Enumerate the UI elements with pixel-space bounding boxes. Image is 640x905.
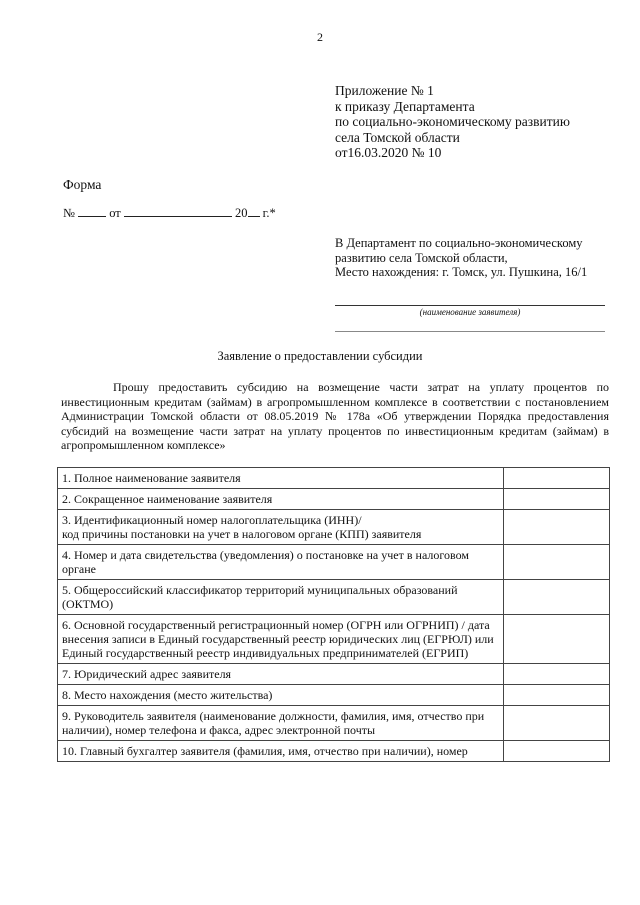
appendix-block: [335, 83, 570, 161]
addressee-line: Место нахождения: г. Томск, ул. Пушкина, 16/1: [335, 265, 588, 279]
row-value-cell: [504, 545, 610, 580]
row-value-cell: [504, 489, 610, 510]
year-suffix: г.*: [262, 206, 276, 220]
appendix-line: Приложение № 1: [335, 83, 434, 98]
table-row: [58, 615, 610, 664]
row-label: 7. Юридический адрес заявителя: [58, 664, 504, 685]
row-label: 6. Основной государственный регистрационный номер (ОГРН или ОГРНИП) / дата внесения записи в Единый государственный реестр юридических лиц (ЕГРЮЛ) или Единый государственный реестр индивидуальных предпринимателей (ЕГРИП): [58, 615, 504, 664]
table-row: [58, 741, 610, 762]
appendix-line: села Томской области: [335, 129, 460, 145]
applicant-name-line: [335, 305, 605, 306]
number-blank: [78, 206, 106, 217]
applicant-info-table: [57, 467, 610, 762]
row-value-cell: [504, 468, 610, 489]
row-label: 3. Идентификационный номер налогоплательщика (ИНН)/ код причины постановки на учет в налоговом органе (КПП) заявителя: [58, 510, 504, 545]
addressee-block: [335, 236, 587, 280]
request-paragraph: Прошу предоставить субсидию на возмещение части затрат на уплату процентов по инвестиционным кредитам (займам) в агропромышленном комплексе в соответствии с постановлением Администрации Томской области от 08.05.2019 № 178а «Об утверждении Порядка предоставления субсидий на возмещение части затрат на уплату процентов по инвестиционным кредитам (займам) в агропромышленном комплексе»: [61, 380, 609, 452]
table-row: [58, 468, 610, 489]
table-row: [58, 510, 610, 545]
row-label: 5. Общероссийский классификатор территорий муниципальных образований (ОКТМО): [58, 580, 504, 615]
table-row: [58, 685, 610, 706]
applicant-caption: (наименование заявителя): [419, 307, 521, 317]
row-label: 9. Руководитель заявителя (наименование должности, фамилия, имя, отчество при наличии), номер телефона и факса, адрес электронной почты: [58, 706, 504, 741]
row-label: 8. Место нахождения (место жительства): [58, 685, 504, 706]
row-value-cell: [504, 664, 610, 685]
appendix-line: от16.03.2020 № 10: [335, 145, 442, 160]
year-blank: [248, 206, 260, 217]
date-blank: [124, 206, 232, 217]
table-row: [58, 489, 610, 510]
page-number: 2: [317, 30, 323, 44]
year-prefix: 20: [235, 206, 248, 220]
row-label: 4. Номер и дата свидетельства (уведомления) о постановке на учет в налоговом органе: [58, 545, 504, 580]
from-label: от: [109, 206, 121, 220]
applicant-name-line-2: [335, 331, 605, 332]
row-value-cell: [504, 580, 610, 615]
row-label: 1. Полное наименование заявителя: [58, 468, 504, 489]
row-value-cell: [504, 706, 610, 741]
appendix-line: по социально-экономическому развитию: [335, 114, 570, 129]
number-sign: №: [63, 206, 75, 220]
appendix-line: к приказу Департамента: [335, 98, 475, 114]
addressee-line: развитию села Томской области,: [335, 250, 508, 265]
row-label: 2. Сокращенное наименование заявителя: [58, 489, 504, 510]
form-label: Форма: [63, 177, 102, 192]
row-value-cell: [504, 685, 610, 706]
table-row: [58, 664, 610, 685]
addressee-line: В Департамент по социально-экономическому: [335, 236, 583, 250]
table-row: [58, 545, 610, 580]
row-value-cell: [504, 741, 610, 762]
table-row: [58, 580, 610, 615]
document-title: Заявление о предоставлении субсидии: [217, 349, 423, 363]
number-date-line: [63, 206, 276, 221]
row-value-cell: [504, 510, 610, 545]
row-label: 10. Главный бухгалтер заявителя (фамилия, имя, отчество при наличии), номер: [58, 741, 504, 762]
row-value-cell: [504, 615, 610, 664]
table-row: [58, 706, 610, 741]
